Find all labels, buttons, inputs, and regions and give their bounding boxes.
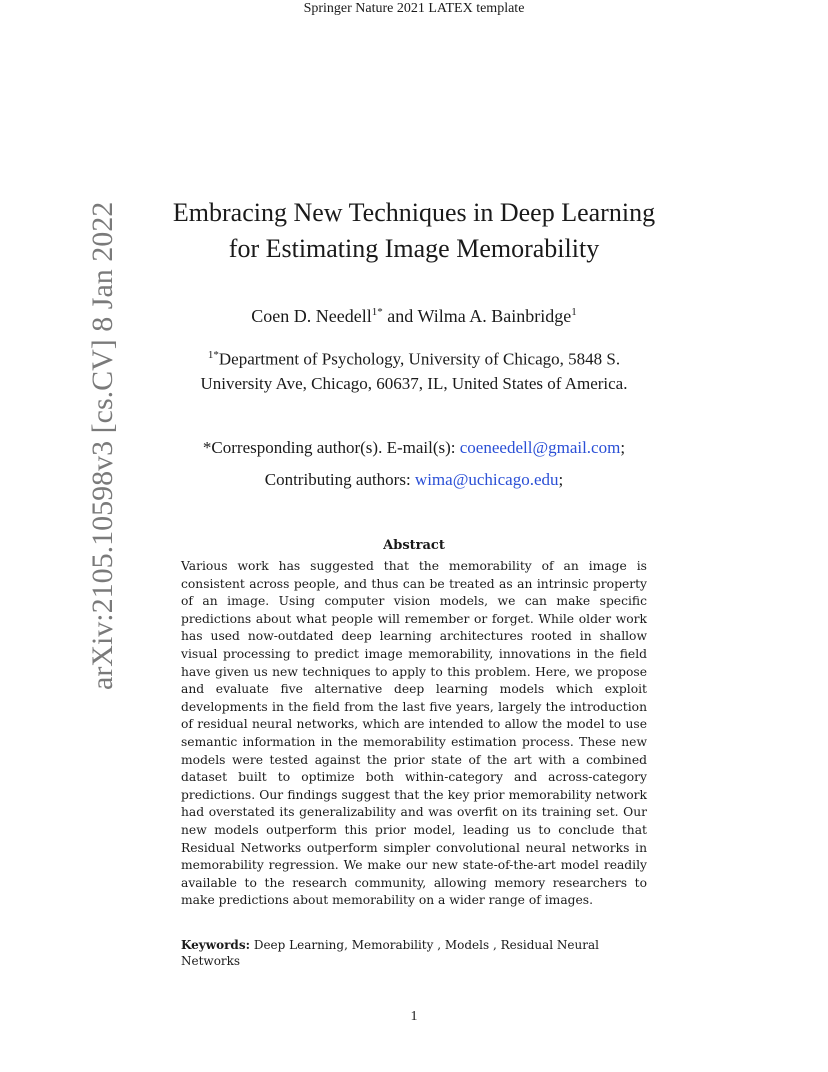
keywords-label: Keywords: (181, 938, 251, 952)
author-list (0, 300, 828, 328)
contributing-email-link[interactable]: wima@uchicago.edu (414, 470, 559, 489)
abstract-body (181, 558, 647, 910)
author-name: Coen D. Needell (251, 306, 372, 326)
contributing-end: ; (558, 470, 564, 489)
corresponding-email-link[interactable]: coeneedell@gmail.com (459, 438, 621, 457)
corresponding-end: ; (620, 438, 626, 457)
contributing-label: Contributing authors: (264, 470, 415, 489)
running-header: Springer Nature 2021 LATEX template (303, 1, 525, 16)
page-number: 1 (410, 1009, 418, 1024)
abstract-text: Various work has suggested that the memorability of an image is consistent across people, and thus can be treated as an intrinsic property of an image. Using computer vision models, we can make specific predictions about what people will remember or forget. While older work has used now-outdated deep learning architectures rooted in shallow visual processing to predict image memorability, innovations in the field have given us new techniques to apply to this problem. Here, we propose and evaluate five alternative deep learning models which exploit developments in the field from the last five years, largely the introduction of residual neural networks, which are intended to allow the model to use semantic information in the memorability estimation process. These new models were tested against the prior state of the art with a combined dataset built to optimize both within-category and across-category predictions. Our findings suggest that the key prior memorability network had overstated its generalizability and was overfit on its training set. Our new models outperform this prior model, leading us to conclude that Residual Networks outperform simpler convolutional neural networks in memorability regression. We make our new state-of-the-art model readily available to the research community, allowing memory researchers to make predictions about memorability on a wider range of images. (181, 559, 647, 908)
author-affiliation-mark: 1 (571, 306, 577, 318)
affiliation-line-1: Department of Psychology, University of Chicago, 5848 S. (218, 349, 621, 369)
author-separator: and (382, 306, 418, 326)
corresponding-author (100, 436, 728, 460)
keywords-text: Deep Learning, Memorability , Models , Residual Neural Networks (181, 938, 599, 968)
keywords (181, 937, 651, 969)
affiliation (140, 343, 688, 396)
author-affiliation-mark: 1* (371, 306, 383, 318)
corresponding-label: *Corresponding author(s). E-mail(s): (202, 438, 460, 457)
arxiv-identifier: arXiv:2105.10598v3 [cs.CV] 8 Jan 2022 (86, 201, 119, 690)
paper-title (120, 195, 708, 267)
contributing-authors (100, 468, 728, 492)
abstract-heading: Abstract (383, 538, 445, 553)
author-name: Wilma A. Bainbridge (417, 306, 572, 326)
title-line-2: for Estimating Image Memorability (228, 234, 600, 263)
affiliation-mark: 1* (207, 349, 219, 361)
affiliation-line-2: University Ave, Chicago, 60637, IL, United States of America. (200, 373, 628, 393)
title-line-1: Embracing New Techniques in Deep Learning (172, 198, 656, 227)
